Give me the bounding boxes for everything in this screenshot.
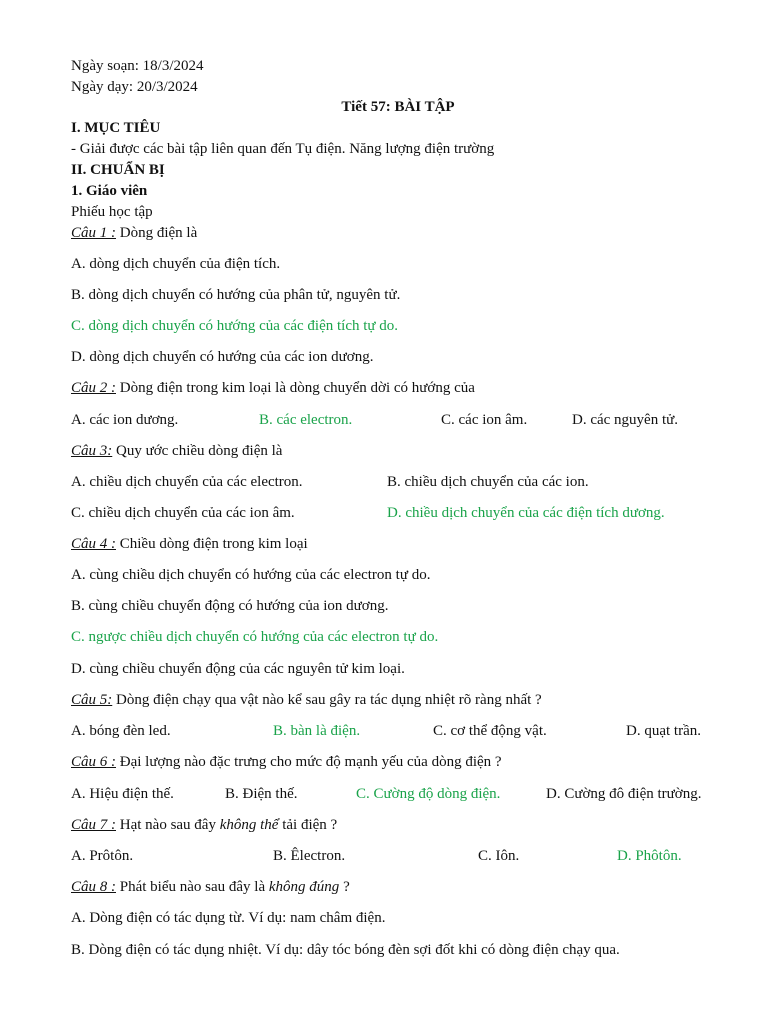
q7-option-a: A. Prôtôn. [71, 848, 134, 864]
q8-option-b: B. Dòng điện có tác dụng nhiệt. Ví dụ: dây tóc bóng đèn sợi đốt khi có dòng điện chạy qua. [71, 942, 620, 958]
question-8-emphasis: không đúng [268, 879, 340, 895]
q3-option-c: C. chiều dịch chuyển của các ion âm. [71, 505, 295, 521]
question-1-label: Câu 1 : [71, 225, 116, 241]
section-preparation-title: II. CHUẨN BỊ [71, 162, 165, 178]
objectives-text: - Giải được các bài tập liên quan đến Tụ điện. Năng lượng điện trường [71, 141, 495, 157]
question-6-text: Đại lượng nào đặc trưng cho mức độ mạnh yếu của dòng điện ? [116, 754, 502, 770]
question-7-text-post: tải điện ? [278, 817, 338, 833]
q2-option-b-correct: B. các electron. [259, 412, 353, 428]
question-3-text: Quy ước chiều dòng điện là [112, 443, 283, 459]
question-7-label: Câu 7 : [71, 817, 116, 833]
question-8-text-pre: Phát biểu nào sau đây là [116, 879, 269, 895]
question-4-label: Câu 4 : [71, 536, 116, 552]
prep-date: Ngày soạn: 18/3/2024 [71, 58, 204, 74]
q7-option-b: B. Êlectron. [273, 848, 346, 864]
lesson-title: Tiết 57: BÀI TẬP [341, 99, 455, 115]
q4-option-b: B. cùng chiều chuyển động có hướng của ion dương. [71, 598, 389, 614]
teacher-subtitle: 1. Giáo viên [71, 183, 148, 199]
q7-option-d-correct: D. Phôtôn. [617, 848, 682, 864]
q3-option-a: A. chiều dịch chuyển của các electron. [71, 474, 303, 490]
q6-option-d: D. Cường đô điện trường. [546, 786, 702, 802]
q7-option-c: C. Iôn. [478, 848, 520, 864]
question-7 [71, 816, 337, 834]
q5-option-d: D. quạt trần. [626, 723, 701, 739]
question-2 [71, 379, 475, 397]
question-2-text: Dòng điện trong kim loại là dòng chuyển dời có hướng của [116, 380, 475, 396]
question-8-label: Câu 8 : [71, 879, 116, 895]
q5-option-a: A. bóng đèn led. [71, 723, 171, 739]
teach-date: Ngày dạy: 20/3/2024 [71, 79, 198, 95]
q1-option-d: D. dòng dịch chuyển có hướng của các ion dương. [71, 349, 374, 365]
q3-option-d-correct: D. chiều dịch chuyển của các điện tích dương. [387, 505, 665, 521]
question-8-text-post: ? [339, 879, 350, 895]
q4-option-d: D. cùng chiều chuyển động của các nguyên tử kim loại. [71, 661, 405, 677]
question-5-label: Câu 5: [71, 692, 113, 708]
question-5-text: Dòng điện chạy qua vật nào kể sau gây ra tác dụng nhiệt rõ ràng nhất ? [112, 692, 542, 708]
section-objectives-title: I. MỤC TIÊU [71, 120, 161, 136]
question-5 [71, 691, 542, 709]
q6-option-a: A. Hiệu điện thế. [71, 786, 174, 802]
q1-option-b: B. dòng dịch chuyển có hướng của phân tử, nguyên tử. [71, 287, 401, 303]
q4-option-a: A. cùng chiều dịch chuyển có hướng của các electron tự do. [71, 567, 431, 583]
question-7-text-pre: Hạt nào sau đây [116, 817, 220, 833]
q3-option-b: B. chiều dịch chuyển của các ion. [387, 474, 589, 490]
q2-option-d: D. các nguyên tử. [572, 412, 679, 428]
q2-option-a: A. các ion dương. [71, 412, 179, 428]
q1-option-c-correct: C. dòng dịch chuyển có hướng của các điện tích tự do. [71, 318, 399, 334]
q4-option-c-correct: C. ngược chiều dịch chuyển có hướng của các electron tự do. [71, 629, 439, 645]
question-3-label: Câu 3: [71, 443, 113, 459]
q1-option-a: A. dòng dịch chuyển của điện tích. [71, 256, 281, 272]
q5-option-b-correct: B. bàn là điện. [273, 723, 361, 739]
worksheet-label: Phiếu học tập [71, 204, 153, 220]
question-6 [71, 753, 502, 771]
question-4 [71, 535, 308, 553]
question-8 [71, 878, 350, 896]
question-4-text: Chiều dòng điện trong kim loại [116, 536, 308, 552]
question-2-label: Câu 2 : [71, 380, 116, 396]
question-1-text: Dòng điện là [116, 225, 198, 241]
q2-option-c: C. các ion âm. [441, 412, 528, 428]
question-3 [71, 442, 282, 460]
question-7-emphasis: không thể [219, 817, 279, 833]
q6-option-b: B. Điện thế. [225, 786, 298, 802]
q8-option-a: A. Dòng điện có tác dụng từ. Ví dụ: nam châm điện. [71, 910, 386, 926]
q5-option-c: C. cơ thể động vật. [433, 723, 547, 739]
q6-option-c-correct: C. Cường độ dòng điện. [356, 786, 501, 802]
question-1 [71, 224, 197, 242]
question-6-label: Câu 6 : [71, 754, 116, 770]
